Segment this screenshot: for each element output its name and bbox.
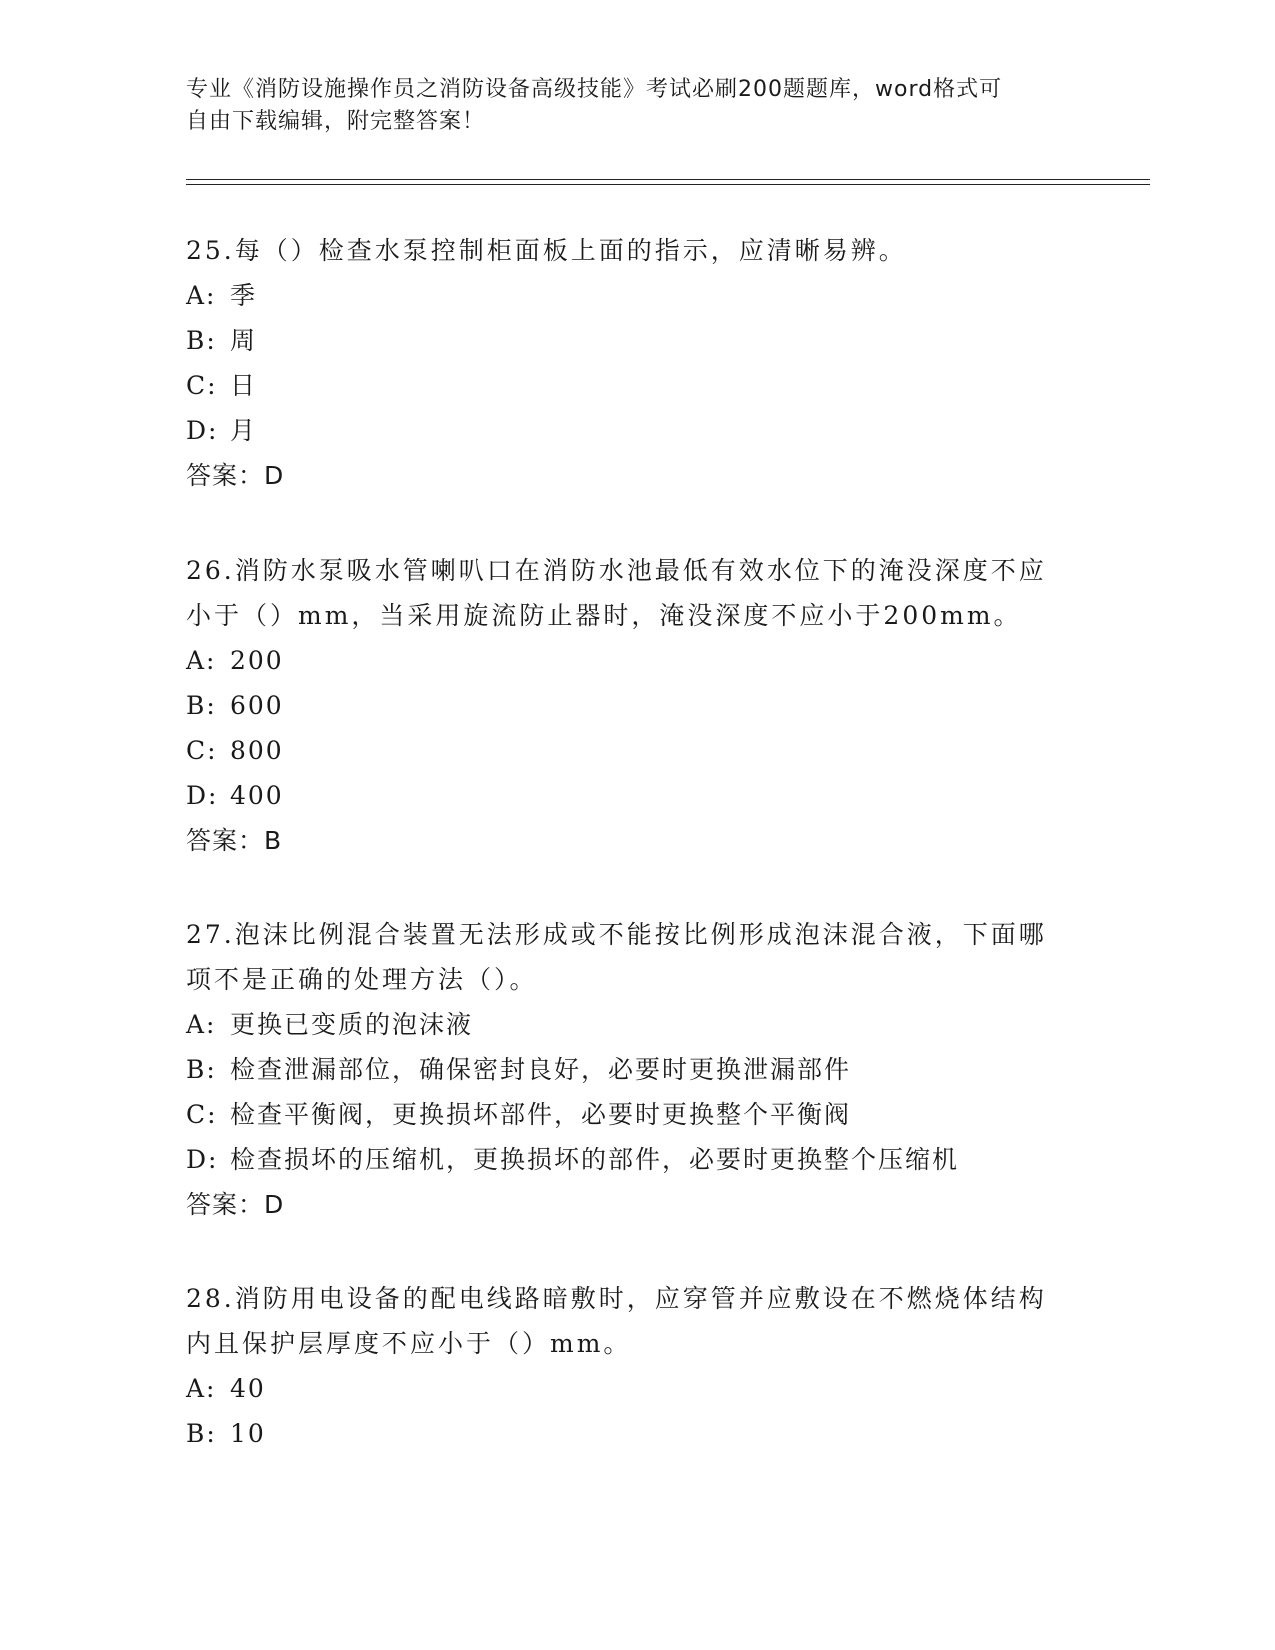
document-header <box>186 74 1086 138</box>
option-text: 日 <box>230 371 258 400</box>
question-27 <box>186 912 1086 1227</box>
header-divider-bottom <box>186 184 1150 185</box>
option-b <box>186 1047 1086 1092</box>
question-26 <box>186 548 1086 863</box>
option-letter: C: <box>186 371 218 400</box>
option-text: 10 <box>230 1419 266 1448</box>
header-line-2: 自由下载编辑，附完整答案！ <box>186 109 486 134</box>
option-text: 季 <box>230 281 258 310</box>
question-text <box>186 548 1086 638</box>
option-c <box>186 728 1086 773</box>
option-a <box>186 638 1086 683</box>
option-text: 600 <box>230 691 284 720</box>
option-text: 检查平衡阀，更换损坏部件，必要时更换整个平衡阀 <box>230 1100 852 1129</box>
option-d <box>186 408 1086 453</box>
option-c <box>186 1092 1086 1137</box>
option-text: 周 <box>230 326 258 355</box>
question-28 <box>186 1276 1086 1456</box>
answer: 答案：D <box>186 1190 285 1219</box>
option-text: 检查损坏的压缩机，更换损坏的部件，必要时更换整个压缩机 <box>230 1145 960 1174</box>
option-b <box>186 1411 1086 1456</box>
option-text: 40 <box>230 1374 266 1403</box>
question-line: 小于（）mm，当采用旋流防止器时，淹没深度不应小于200mm。 <box>186 601 1022 630</box>
question-line: 内且保护层厚度不应小于（）mm。 <box>186 1329 632 1358</box>
option-a <box>186 1002 1086 1047</box>
option-d <box>186 1137 1086 1182</box>
question-line: 26.消防水泵吸水管喇叭口在消防水池最低有效水位下的淹没深度不应 <box>186 556 1047 585</box>
option-b <box>186 683 1086 728</box>
option-letter: B: <box>186 1419 217 1448</box>
question-text <box>186 1276 1086 1366</box>
answer: 答案：B <box>186 826 283 855</box>
option-letter: B: <box>186 326 217 355</box>
option-letter: B: <box>186 1055 217 1084</box>
option-c <box>186 363 1086 408</box>
question-line: 27.泡沫比例混合装置无法形成或不能按比例形成泡沫混合液，下面哪 <box>186 920 1047 949</box>
option-letter: A: <box>186 646 217 675</box>
option-b <box>186 318 1086 363</box>
option-text: 200 <box>230 646 284 675</box>
option-letter: D: <box>186 781 219 810</box>
option-letter: D: <box>186 1145 219 1174</box>
option-text: 800 <box>230 736 284 765</box>
header-divider-top <box>186 179 1150 180</box>
option-letter: A: <box>186 281 217 310</box>
question-text <box>186 912 1086 1002</box>
option-text: 400 <box>230 781 284 810</box>
option-a <box>186 1366 1086 1411</box>
option-d <box>186 773 1086 818</box>
option-letter: B: <box>186 691 217 720</box>
question-text <box>186 228 1086 273</box>
option-text: 检查泄漏部位，确保密封良好，必要时更换泄漏部件 <box>230 1055 852 1084</box>
option-letter: D: <box>186 416 219 445</box>
option-text: 月 <box>230 416 258 445</box>
option-letter: C: <box>186 1100 218 1129</box>
option-letter: C: <box>186 736 218 765</box>
header-line-1: 专业《消防设施操作员之消防设备高级技能》考试必刷200题题库，word格式可 <box>186 77 1003 102</box>
question-25 <box>186 228 1086 498</box>
option-letter: A: <box>186 1374 217 1403</box>
option-letter: A: <box>186 1010 217 1039</box>
question-line: 25.每（）检查水泵控制柜面板上面的指示，应清晰易辨。 <box>186 236 907 265</box>
option-text: 更换已变质的泡沫液 <box>230 1010 474 1039</box>
option-a <box>186 273 1086 318</box>
question-line: 28.消防用电设备的配电线路暗敷时，应穿管并应敷设在不燃烧体结构 <box>186 1284 1047 1313</box>
question-line: 项不是正确的处理方法（）。 <box>186 965 538 994</box>
answer: 答案：D <box>186 461 285 490</box>
